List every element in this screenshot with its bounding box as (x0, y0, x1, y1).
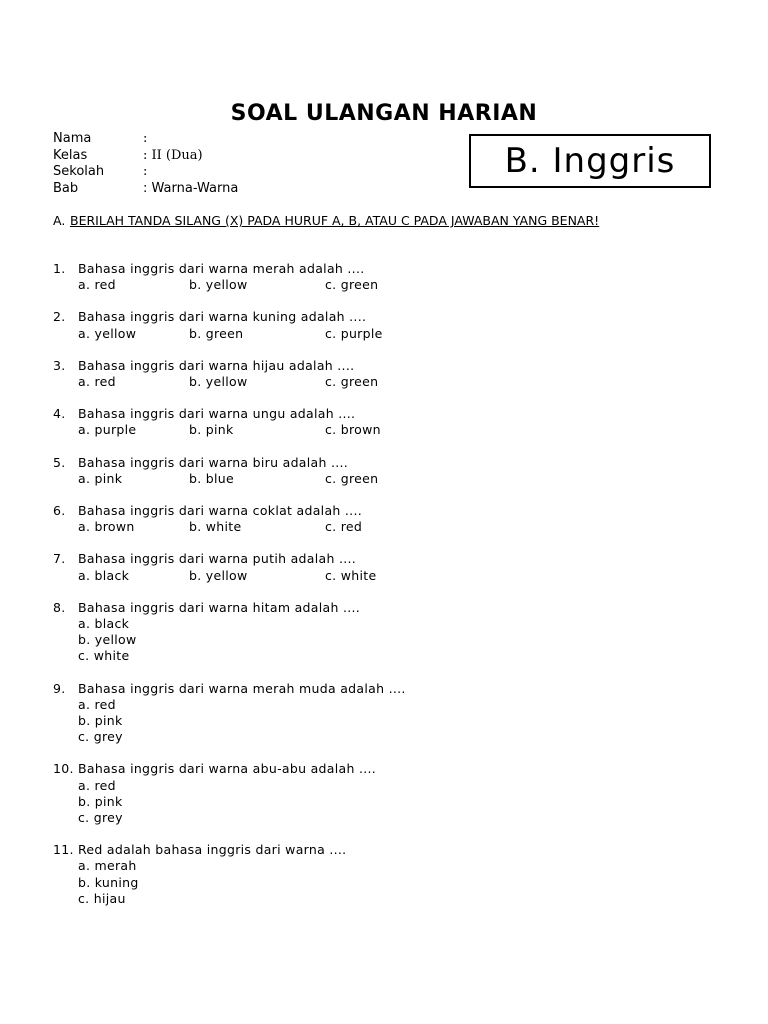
answer-option: b. yellow (189, 567, 248, 583)
question-list (53, 261, 406, 923)
question-item (53, 309, 406, 341)
answer-option: a. merah (78, 858, 137, 874)
info-label: Sekolah (53, 164, 105, 179)
question-line (53, 309, 406, 325)
question-item (53, 358, 406, 390)
answer-option: a. red (78, 696, 116, 712)
answer-options (78, 778, 406, 827)
answer-options (78, 471, 406, 487)
question-number: 7. (53, 551, 66, 567)
answer-option: b. pink (78, 713, 123, 729)
question-line (53, 551, 406, 567)
answer-option: b. yellow (189, 374, 248, 390)
question-item (53, 503, 406, 535)
question-number: 11. (53, 842, 74, 858)
info-value: : (143, 131, 148, 146)
question-text: Bahasa inggris dari warna hitam adalah .... (78, 599, 361, 615)
answer-option: b. pink (189, 422, 234, 438)
question-line (53, 406, 406, 422)
answer-options (78, 568, 406, 584)
answer-option: a. red (78, 374, 116, 390)
answer-option: a. black (78, 567, 130, 583)
answer-option: b. yellow (189, 277, 248, 293)
answer-option: c. white (78, 648, 130, 664)
question-text: Bahasa inggris dari warna coklat adalah .... (78, 503, 363, 519)
question-number: 10. (53, 761, 74, 777)
question-text: Bahasa inggris dari warna merah muda adalah .... (78, 680, 406, 696)
question-line (53, 761, 406, 777)
answer-option: c. green (325, 277, 379, 293)
question-line (53, 842, 406, 858)
question-number: 5. (53, 454, 66, 470)
question-line (53, 261, 406, 277)
question-number: 4. (53, 406, 66, 422)
question-item (53, 261, 406, 293)
instruction-letter: A. (53, 213, 66, 228)
instruction (53, 212, 693, 229)
info-value: : (143, 164, 148, 179)
question-number: 8. (53, 599, 66, 615)
instruction-text: BERILAH TANDA SILANG (X) PADA HURUF A, B, ATAU C PADA JAWABAN YANG BENAR! (70, 213, 600, 228)
question-text: Bahasa inggris dari warna kuning adalah .... (78, 309, 367, 325)
info-value: : II (Dua) (143, 147, 203, 163)
answer-option: b. green (189, 325, 244, 341)
answer-option: c. white (325, 567, 377, 583)
info-label: Nama (53, 131, 92, 146)
answer-option: c. green (325, 374, 379, 390)
answer-option: c. red (325, 519, 363, 535)
answer-option: b. pink (78, 793, 123, 809)
subject-label: B. Inggris (504, 141, 676, 181)
answer-options (78, 697, 406, 746)
question-number: 6. (53, 503, 66, 519)
answer-option: b. white (189, 519, 242, 535)
info-label: Kelas (53, 147, 88, 163)
answer-option: c. brown (325, 422, 381, 438)
answer-option: b. yellow (78, 632, 137, 648)
answer-options (78, 519, 406, 535)
answer-options (78, 858, 406, 907)
question-line (53, 600, 406, 616)
page-title: SOAL ULANGAN HARIAN (230, 101, 538, 126)
answer-option: a. pink (78, 470, 123, 486)
answer-options (78, 422, 406, 438)
answer-option: a. red (78, 277, 116, 293)
student-info (53, 131, 238, 197)
answer-option: c. grey (78, 810, 123, 826)
question-item (53, 406, 406, 438)
answer-option: a. brown (78, 519, 135, 535)
question-line (53, 681, 406, 697)
answer-options (78, 277, 406, 293)
question-item (53, 455, 406, 487)
answer-option: c. purple (325, 325, 383, 341)
answer-option: a. black (78, 616, 130, 632)
answer-option: a. red (78, 777, 116, 793)
question-item (53, 681, 406, 746)
question-item (53, 600, 406, 665)
info-row-kelas (53, 148, 238, 165)
info-row-sekolah (53, 164, 238, 181)
answer-option: b. blue (189, 470, 235, 486)
answer-options (78, 326, 406, 342)
answer-options (78, 374, 406, 390)
question-number: 3. (53, 357, 66, 373)
answer-option: a. yellow (78, 325, 137, 341)
question-line (53, 503, 406, 519)
answer-option: c. green (325, 470, 379, 486)
question-text: Bahasa inggris dari warna ungu adalah .... (78, 406, 356, 422)
question-text: Red adalah bahasa inggris dari warna .... (78, 842, 347, 858)
answer-option: c. hijau (78, 890, 126, 906)
answer-option: a. purple (78, 422, 137, 438)
question-item (53, 842, 406, 907)
question-number: 2. (53, 309, 66, 325)
info-row-nama (53, 131, 238, 148)
question-item (53, 761, 406, 826)
question-text: Bahasa inggris dari warna merah adalah .... (78, 261, 365, 276)
answer-option: b. kuning (78, 874, 139, 890)
question-number: 9. (53, 680, 66, 696)
question-number: 1. (53, 261, 66, 276)
info-value: : Warna-Warna (143, 180, 239, 196)
info-label: Bab (53, 180, 79, 196)
question-text: Bahasa inggris dari warna putih adalah .... (78, 551, 357, 567)
question-line (53, 358, 406, 374)
subject-box (469, 134, 711, 188)
question-text: Bahasa inggris dari warna biru adalah .... (78, 454, 349, 470)
question-text: Bahasa inggris dari warna abu-abu adalah .... (78, 761, 377, 777)
question-line (53, 455, 406, 471)
answer-options (78, 616, 406, 665)
info-row-bab (53, 181, 238, 198)
question-text: Bahasa inggris dari warna hijau adalah .... (78, 357, 355, 373)
answer-option: c. grey (78, 729, 123, 745)
question-item (53, 551, 406, 583)
